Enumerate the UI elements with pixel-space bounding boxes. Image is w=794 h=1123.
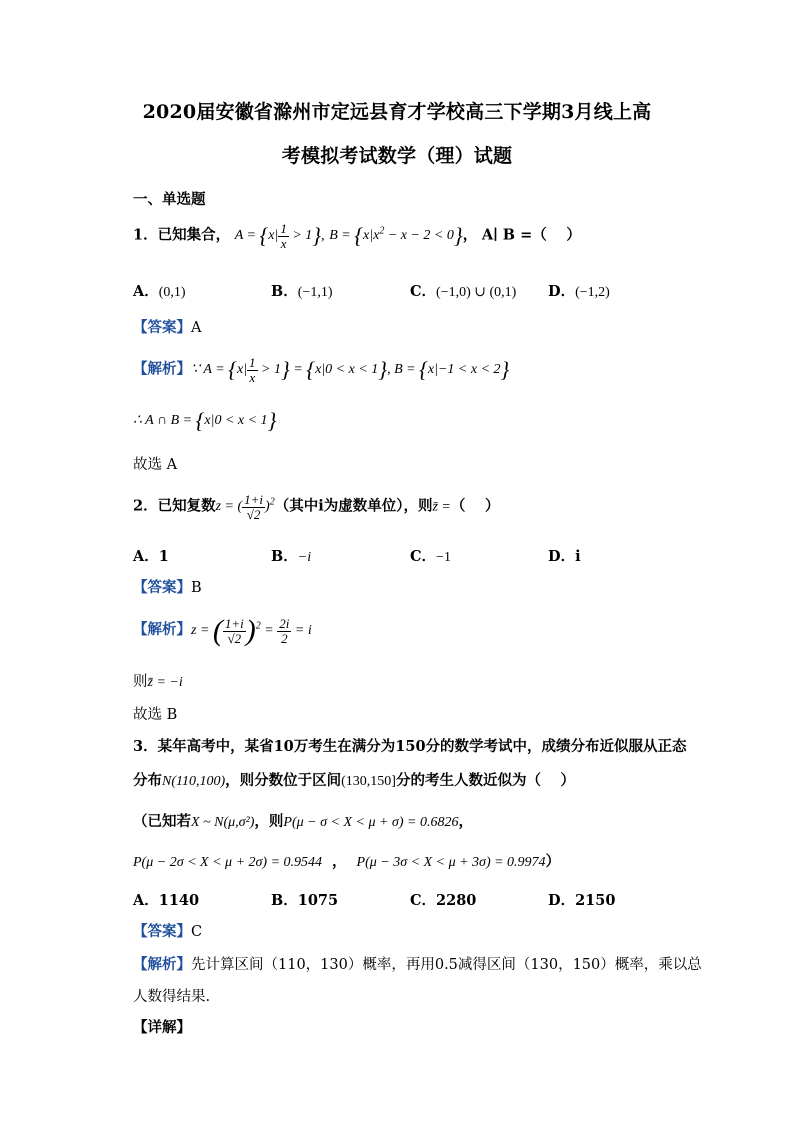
- q1-option-b: B．(−1,1): [271, 283, 333, 300]
- q1-number: 1．已知集合，: [133, 226, 231, 244]
- doc-title-line1: 2020届安徽省滁州市定远县育才学校高三下学期3月线上高: [142, 101, 652, 123]
- q1-ask: A∣ B =（ ）: [481, 226, 581, 244]
- q1-option-d: D．(−1,2): [548, 283, 610, 300]
- q2-conclusion: 故选 B: [133, 707, 178, 723]
- q2-option-b: B．−i: [271, 548, 312, 565]
- doc-title-line2: 考模拟考试数学（理）试题: [281, 145, 513, 167]
- q2-stem: 2．已知复数z = ( $\frac{1+i}{√2}$ )$^2$（其中i为虚数单位），则z̄ =（ ）: [133, 492, 500, 522]
- q3-hint-line2: P(μ − 2σ < X < μ + 2σ) = 0.9544 ， P(μ − 3σ < X < μ + 3σ) = 0.9974）: [133, 853, 561, 870]
- q1-set-b: $B = \{x|x^2 - x - 2 < 0\}$: [329, 223, 463, 249]
- q2-option-c: C．−1: [410, 548, 451, 565]
- q1-stem: 1．已知集合， A = {x| $\frac{1}{x}$ > 1}, $B = \{x|x^2 - x - 2 < 0\}$， A∣ B =（ ）: [133, 221, 581, 251]
- q1-option-a: A．(0,1): [133, 283, 186, 300]
- q1-analysis: 【解析】∵ A = {x| $\frac{1}{x}$ > 1} = {x|0 < x < 1}, B = {x|−1 < x < 2}: [133, 355, 510, 385]
- q3-analysis-line2: 人数得结果.: [133, 989, 211, 1005]
- q3-stem-line2: 分布N(110,100)，则分数位于区间(130,150]分的考生人数近似为（ ）: [133, 772, 576, 789]
- q3-detail-label: 【详解】: [133, 1019, 191, 1036]
- q3-option-d: D．2150: [548, 892, 616, 909]
- q2-option-a: A．1: [133, 548, 169, 565]
- q2-then: 则z̄ = −i: [133, 674, 183, 690]
- q3-option-c: C．2280: [410, 892, 477, 909]
- q1-answer: 【答案】A: [133, 319, 202, 336]
- q3-answer: 【答案】C: [133, 923, 203, 940]
- section-heading: 一、单选题: [133, 191, 206, 208]
- q3-analysis-line1: 【解析】先计算区间（110，130）概率，再用0.5减得区间（130，150）概率，乘以总: [133, 956, 702, 973]
- q2-option-d: D．i: [548, 548, 581, 565]
- q1-conclusion: 故选 A: [133, 457, 178, 473]
- q3-stem-line1: 3．某年高考中，某省10万考生在满分为150分的数学考试中，成绩分布近似服从正态: [133, 738, 687, 755]
- q1-set-a: A = {x| $\frac{1}{x}$ > 1}: [234, 221, 322, 251]
- q1-intersection: ∴ A ∩ B = {x|0 < x < 1}: [133, 408, 277, 433]
- q2-answer: 【答案】B: [133, 579, 202, 596]
- q3-option-b: B．1075: [271, 892, 339, 909]
- q3-hint-line1: （已知若X ~ N(μ,σ²)，则P(μ − σ < X < μ + σ) = 0.6826，: [133, 813, 473, 830]
- q2-analysis: 【解析】z = ( $\frac{1+i}{√2}$ )$^2$ = $\frac{2i}{2}$ = i: [133, 614, 312, 647]
- q3-option-a: A．1140: [133, 892, 200, 909]
- q1-option-c: C．(−1,0) ∪ (0,1): [410, 283, 517, 300]
